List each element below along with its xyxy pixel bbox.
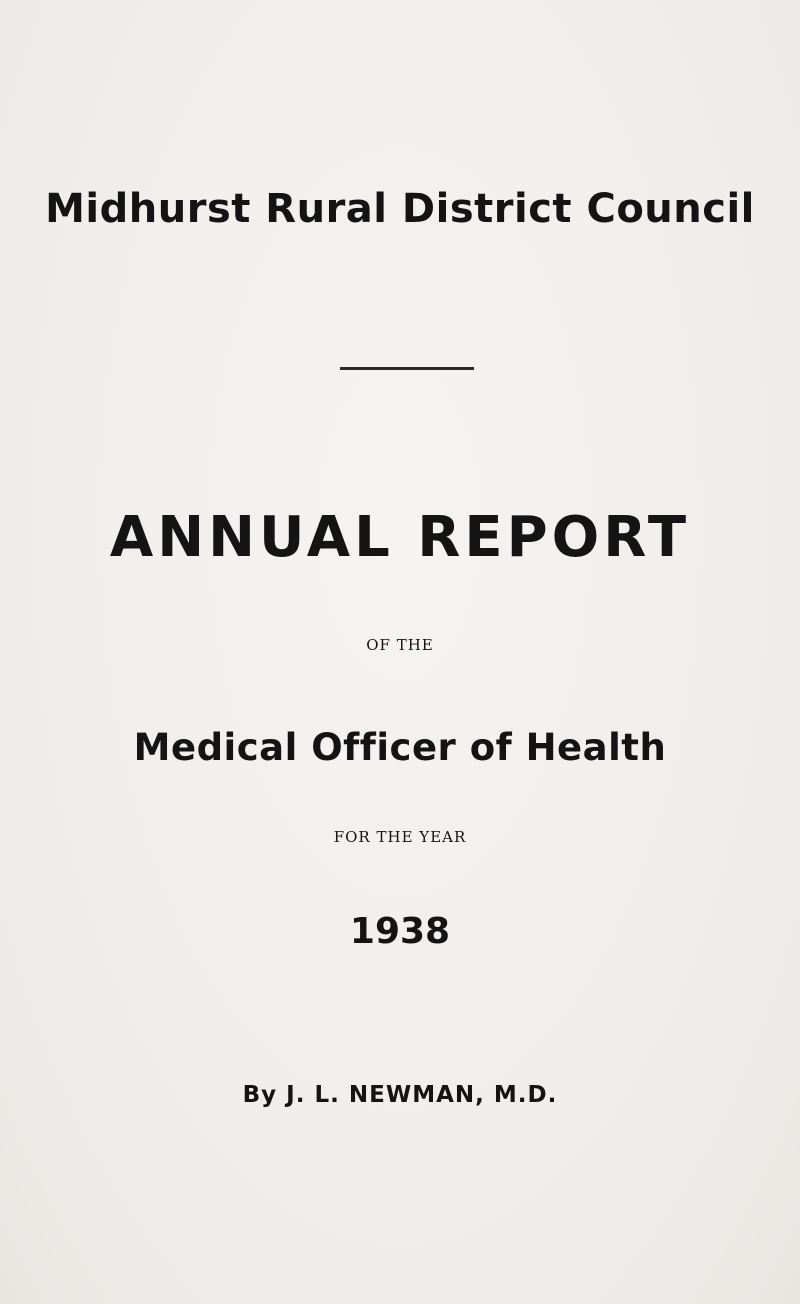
officer-title: Medical Officer of Health [133,726,667,769]
author-line: By J. L. NEWMAN, M.D. [242,1082,558,1108]
for-the-year-label: FOR THE YEAR [333,828,467,846]
horizontal-rule [340,367,474,370]
report-title: ANNUAL REPORT [109,505,691,570]
report-year: 1938 [349,911,451,952]
of-the-label: OF THE [366,636,434,654]
council-name: Midhurst Rural District Council [45,186,755,232]
